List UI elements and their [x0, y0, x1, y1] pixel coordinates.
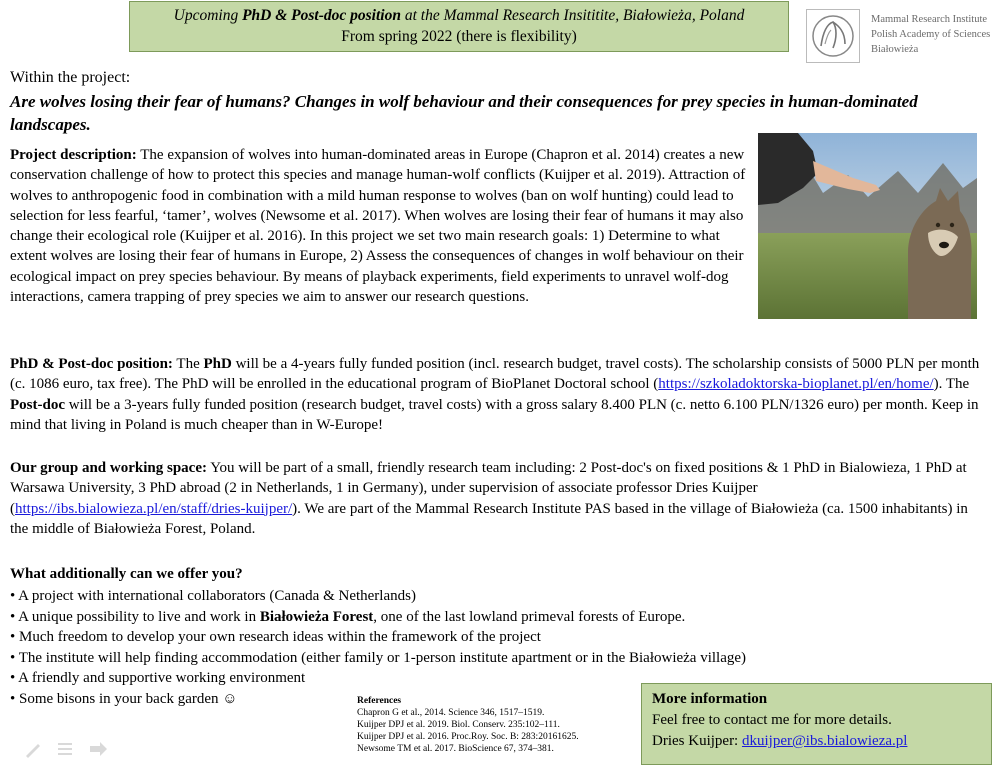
- list-item: • A friendly and supportive working environment: [10, 670, 306, 686]
- list-item: • The institute will help finding accommodation (either family or 1-person institute apartment or in the Białowieża village): [10, 649, 747, 666]
- banner-line-1: Upcoming PhD & Post-doc position at the Mammal Research Insititite, Białowieża, Poland: [173, 7, 745, 24]
- bioplanet-link[interactable]: https://szkoladoktorska-bioplanet.pl/en/home/: [658, 376, 934, 393]
- banner-line-2: From spring 2022 (there is flexibility): [341, 28, 577, 45]
- announcement-banner: [129, 1, 789, 52]
- list-item: • A unique possibility to live and work in Białowieża Forest, one of the last lowland primeval forests of Europe.: [10, 608, 686, 625]
- project-title: Are wolves losing their fear of humans? Changes in wolf behaviour and their consequences for prey species in human-dominated landscapes.: [10, 92, 918, 134]
- group-section: Our group and working space: You will be part of a small, friendly research team including: 2 Post-doc's on fixed positions & 1 PhD in Bialowieza, 1 PhD at Warsawa University, 3 PhD abroad (2 in Netherlands, 1 in Germany), under supervision of associate professor Dries Kuijper (https://ibs.bialowieza.pl/en/staff/dries-kuijper/). We are part of the Mammal Research Institute PAS based in the village of Białowieża (ca. 1500 inhabitants) in the middle of Białowieża Forest, Poland.: [10, 460, 968, 537]
- wolf-photo: [758, 133, 977, 319]
- pen-icon[interactable]: [26, 744, 40, 758]
- offer-heading: What additionally can we offer you?: [10, 566, 243, 582]
- list-item: • Much freedom to develop your own research ideas within the framework of the project: [10, 629, 541, 645]
- more-info-box: More information Feel free to contact me for more details. Dries Kuijper: dkuijper@ibs.bialowieza.pl: [641, 683, 992, 765]
- references: References Chapron G et al., 2014. Science 346, 1517–1519. Kuijper DPJ et al. 2019. Biol. Conserv. 235:102–111. Kuijper DPJ et al. 2016. Proc.Roy. Soc. B: 283:20161625. Newsome TM et al. 2017. BioScience 67, 374–381.: [357, 696, 579, 754]
- intro-text: Within the project:: [10, 69, 131, 86]
- slideshow-controls: [0, 738, 110, 760]
- staff-profile-link[interactable]: https://ibs.bialowieza.pl/en/staff/dries-kuijper/: [15, 500, 293, 517]
- phd-postdoc-section: PhD & Post-doc position: The PhD will be a 4-years fully funded position (incl. research budget, travel costs). The scholarship consists of 5000 PLN per month (c. 1086 euro, tax free). The PhD will be enrolled in the educational program of BioPlanet Doctoral school (https://szkoladoktorska-bioplanet.pl/en/home/). The Post-doc will be a 3-years fully funded position (research budget, travel costs) with a gross salary 8.400 PLN (c. netto 6.100 PLN/1326 euro) per month. Keep in mind that living in Poland is much cheaper than in W-Europe!: [10, 356, 980, 433]
- list-item: • Some bisons in your back garden ☺: [10, 690, 238, 707]
- list-item: • A project with international collaborators (Canada & Netherlands): [10, 588, 416, 604]
- institute-logo: Mammal Research Institute Polish Academy of Sciences Białowieża: [806, 7, 991, 65]
- email-link[interactable]: dkuijper@ibs.bialowieza.pl: [741, 733, 908, 749]
- menu-icon[interactable]: [58, 743, 72, 755]
- institute-logo-icon: [806, 9, 860, 63]
- project-description: Project description: The expansion of wolves into human-dominated areas in Europe (Chapron et al. 2014) creates a new conservation challenge of how to protect this species and manage human-wolf conflicts (Kuijper et al. 2019). Attraction of wolves to anthropogenic food in combination with a mild human response to wolves (ban on wolf hunting) could lead to selection for less fearful, ‘tamer’, wolves (Newsome et al. 2017). When wolves are losing their fear of humans it may also change their ecological role (Kuijper et al. 2016). In this project we set two main research goals: 1) Determine to what extent wolves are losing their fear of humans in Europe, 2) Assess the consequences of changes in wolf behaviour on their ecological impact on prey species behaviour. By means of playback experiments, field experiments to unravel wolf-dog interactions, camera trapping of prey species we aim to answer our research questions.: [10, 147, 746, 306]
- forward-arrow-icon[interactable]: [90, 742, 107, 756]
